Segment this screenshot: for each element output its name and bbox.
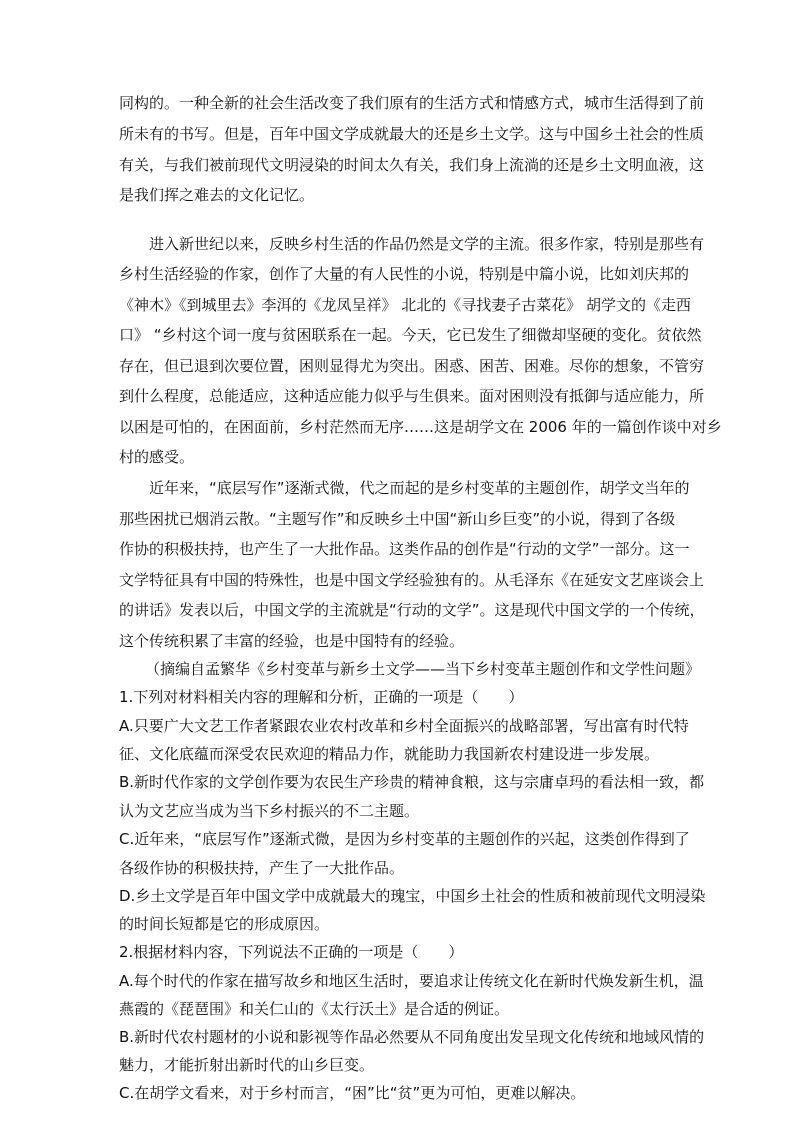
text-line: 文学特征具有中国的特殊性，也是中国文学经验独有的。从毛泽东《在延安文艺座谈会上 bbox=[119, 571, 705, 589]
option-a-line: 燕霞的《琵琶围》和关仁山的《太行沃土》是合适的例证。 bbox=[119, 1000, 510, 1018]
text-line: 以困是可怕的，在困面前，乡村茫然而无序……这是胡学文在 2006 年的一篇创作谈中对乡 bbox=[119, 418, 722, 436]
text-line: 是我们挥之难去的文化记忆。 bbox=[119, 186, 315, 204]
text-line: 村的感受。 bbox=[119, 448, 195, 466]
question-stem: 2.根据材料内容，下列说法不正确的一项是（ ） bbox=[119, 943, 464, 961]
option-b-line: B.新时代农村题材的小说和影视等作品必然要从不同角度出发呈现文化传统和地域风情的 bbox=[119, 1028, 705, 1046]
text-line: 近年来，“底层写作”逐渐式微，代之而起的是乡村变革的主题创作，胡学文当年的 bbox=[149, 479, 690, 497]
text-line: 到什么程度，总能适应，这种适应能力似乎与生俱来。面对困则没有抵御与适应能力，所 bbox=[119, 387, 705, 405]
text-line: 有关，与我们被前现代文明浸染的时间太久有关，我们身上流淌的还是乡土文明血液，这 bbox=[119, 156, 705, 174]
option-b-line: 认为文艺应当成为当下乡村振兴的不二主题。 bbox=[119, 802, 420, 820]
option-c-line: C.在胡学文看来，对于乡村而言，“困”比“贫”更为可怕，更难以解决。 bbox=[119, 1084, 586, 1102]
text-line: 存在，但已退到次要位置，困则显得尤为突出。困惑、困苦、困难。尽你的想象，不管穷 bbox=[119, 357, 705, 375]
option-a-line: A.每个时代的作家在描写故乡和地区生活时，要追求让传统文化在新时代焕发新生机，温 bbox=[119, 972, 704, 990]
option-c-line: C.近年来，“底层写作”逐渐式微，是因为乡村变革的主题创作的兴起，这类创作得到了 bbox=[119, 830, 690, 848]
question-stem: 1.下列对材料相关内容的理解和分析，正确的一项是（ ） bbox=[119, 688, 524, 706]
option-b-line: B.新时代作家的文学创作要为农民生产珍贵的精神食粮，这与宗庸卓玛的看法相一致，都 bbox=[119, 773, 705, 791]
text-line: 作协的积极扶持，也产生了一大批作品。这类作品的创作是“行动的文学”一部分。这一 bbox=[119, 540, 690, 558]
text-line: 的讲话》发表以后，中国文学的主流就是“行动的文学”。这是现代中国文学的一个传统， bbox=[119, 601, 705, 619]
text-line: 进入新世纪以来，反映乡村生活的作品仍然是文学的主流。很多作家，特别是那些有 bbox=[149, 235, 705, 253]
text-line: 这个传统积累了丰富的经验，也是中国特有的经验。 bbox=[119, 632, 465, 650]
option-a-line: A.只要广大文艺工作者紧跟农业农村改革和乡村全面振兴的战略部署，写出富有时代特 bbox=[119, 717, 689, 735]
text-line: 同构的。一种全新的社会生活改变了我们原有的生活方式和情感方式，城市生活得到了前 bbox=[119, 94, 705, 112]
option-d-line: 的时间长短都是它的形成原因。 bbox=[119, 915, 330, 933]
option-d-line: D.乡土文学是百年中国文学中成就最大的瑰宝，中国乡土社会的性质和被前现代文明浸染 bbox=[119, 887, 706, 905]
option-b-line: 魅力，才能折射出新时代的山乡巨变。 bbox=[119, 1056, 375, 1074]
option-a-line: 征、文化底蕴而深受农民欢迎的精品力作，就能助力我国新农村建设进一步发展。 bbox=[119, 745, 660, 763]
text-line: 口》 “乡村这个词一度与贫困联系在一起。今天，它已发生了细微却坚硬的变化。贫依然 bbox=[119, 326, 702, 344]
option-c-line: 各级作协的积极扶持，产生了一大批作品。 bbox=[119, 859, 405, 877]
text-line: 《神木》《到城里去》李洱的《龙凤呈祥》 北北的《寻找妻子古菜花》 胡学文的《走西 bbox=[119, 296, 692, 314]
source-citation: （摘编自孟繁华《乡村变革与新乡土文学——当下乡村变革主题创作和文学性问题》 bbox=[145, 660, 701, 678]
text-line: 那些困扰已烟消云散。“主题写作”和反映乡土中国“新山乡巨变”的小说，得到了各级 bbox=[119, 510, 676, 528]
text-line: 所未有的书写。但是，百年中国文学成就最大的还是乡土文学。这与中国乡土社会的性质 bbox=[119, 125, 705, 143]
text-line: 乡村生活经验的作家，创作了大量的有人民性的小说，特别是中篇小说，比如刘庆邦的 bbox=[119, 265, 690, 283]
